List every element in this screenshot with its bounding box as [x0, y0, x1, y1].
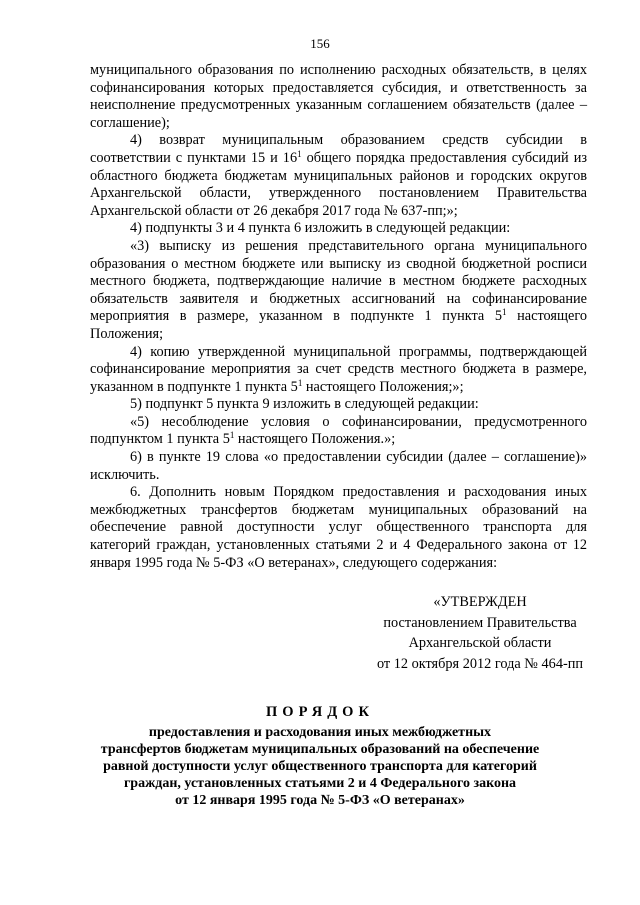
superscript: 1	[297, 148, 302, 159]
paragraph-text: «5) несоблюдение условия о софинансировании, предусмотренного подпунктом 1 пункта 5	[90, 413, 587, 448]
approval-line-date: от 12 октября 2012 года № 464-пп	[376, 655, 584, 672]
paragraph	[90, 449, 587, 484]
approval-line-approved: «УТВЕРЖДЕН	[433, 594, 527, 610]
paragraph	[90, 62, 587, 132]
paragraph-text: «3) выписку из решения представительного органа муниципального образования о местном бюджете или выписку из сводной бюджетной росписи местного бюджета, подтверждающие наличие в местном бюджете расходных обязательств заявителя и бюджетных ассигнований на софинансирование мероприятия в размере, указанном в подпункте 1 пункта 5	[90, 237, 587, 325]
paragraph-text: 6) в пункте 19 слова «о предоставлении субсидии (далее – соглашение)» исключить.	[90, 449, 587, 483]
superscript: 1	[502, 307, 507, 318]
paragraph	[90, 238, 587, 344]
order-subtitle	[0, 724, 640, 809]
paragraph	[90, 484, 587, 572]
superscript: 1	[229, 430, 235, 441]
approval-block	[360, 592, 600, 674]
paragraph-text: настоящего Положения;»;	[302, 378, 464, 395]
paragraph-text: 6. Дополнить новым Порядком предоставления и расходования иных межбюджетных трансфертов бюджетам муниципальных образований на обеспечение равной доступности услуг общественного транспорта для категорий граждан, установленных статьями 2 и 4 Федерального закона от 12 января 1995 года № 5-ФЗ «О ветеранах», следующего содержания:	[90, 484, 587, 571]
paragraph	[90, 132, 587, 220]
order-subtitle-line: трансфертов бюджетам муниципальных образований на обеспечение	[100, 742, 540, 757]
order-subtitle-line: предоставления и расходования иных межбюджетных	[148, 725, 492, 740]
paragraph-text: муниципального образования по исполнению расходных обязательств, в целях софинансирования которых предоставляется субсидия, и ответственность за неисполнение предусмотренных указанным соглашением обязательств (далее – соглашение);	[90, 62, 587, 131]
paragraph-text: 4) подпункты 3 и 4 пункта 6 изложить в следующей редакции:	[130, 220, 511, 237]
paragraph	[90, 220, 587, 238]
paragraph-text: настоящего Положения;	[90, 308, 587, 342]
paragraph-text: общего порядка предоставления субсидий из областного бюджета бюджетам муниципальных районов и городских округов Архангельской области, утвержденного постановлением Правительства Архангельской области от 26 декабря 2017 года № 637-пп;»;	[90, 149, 587, 219]
superscript: 1	[297, 377, 303, 388]
paragraph	[90, 396, 587, 414]
order-subtitle-line: равной доступности услуг общественного транспорта для категорий	[103, 759, 537, 774]
order-subtitle-line: граждан, установленных статьями 2 и 4 Федерального закона	[123, 776, 517, 791]
page-number: 156	[310, 36, 330, 51]
order-subtitle-line: от 12 января 1995 года № 5-ФЗ «О ветеранах»	[175, 793, 465, 808]
paragraph-text: 4) возврат муниципальным образованием средств субсидии в соответствии с пунктами 15 и 16	[90, 132, 587, 166]
approval-line-resolution: постановлением Правительства	[383, 614, 577, 631]
body-text	[90, 62, 587, 572]
paragraph-text: 4) копию утвержденной муниципальной программы, подтверждающей софинансирование мероприятия за счет средств местного бюджета в размере, указанном в подпункте 1 пункта 5	[90, 343, 587, 395]
order-heading: ПОРЯДОК	[266, 704, 374, 720]
paragraph	[90, 344, 587, 397]
approval-line-region: Архангельской области	[408, 635, 552, 651]
paragraph-text: 5) подпункт 5 пункта 9 изложить в следующей редакции:	[130, 396, 479, 413]
paragraph	[90, 414, 587, 449]
paragraph-text: настоящего Положения.»;	[234, 431, 396, 448]
